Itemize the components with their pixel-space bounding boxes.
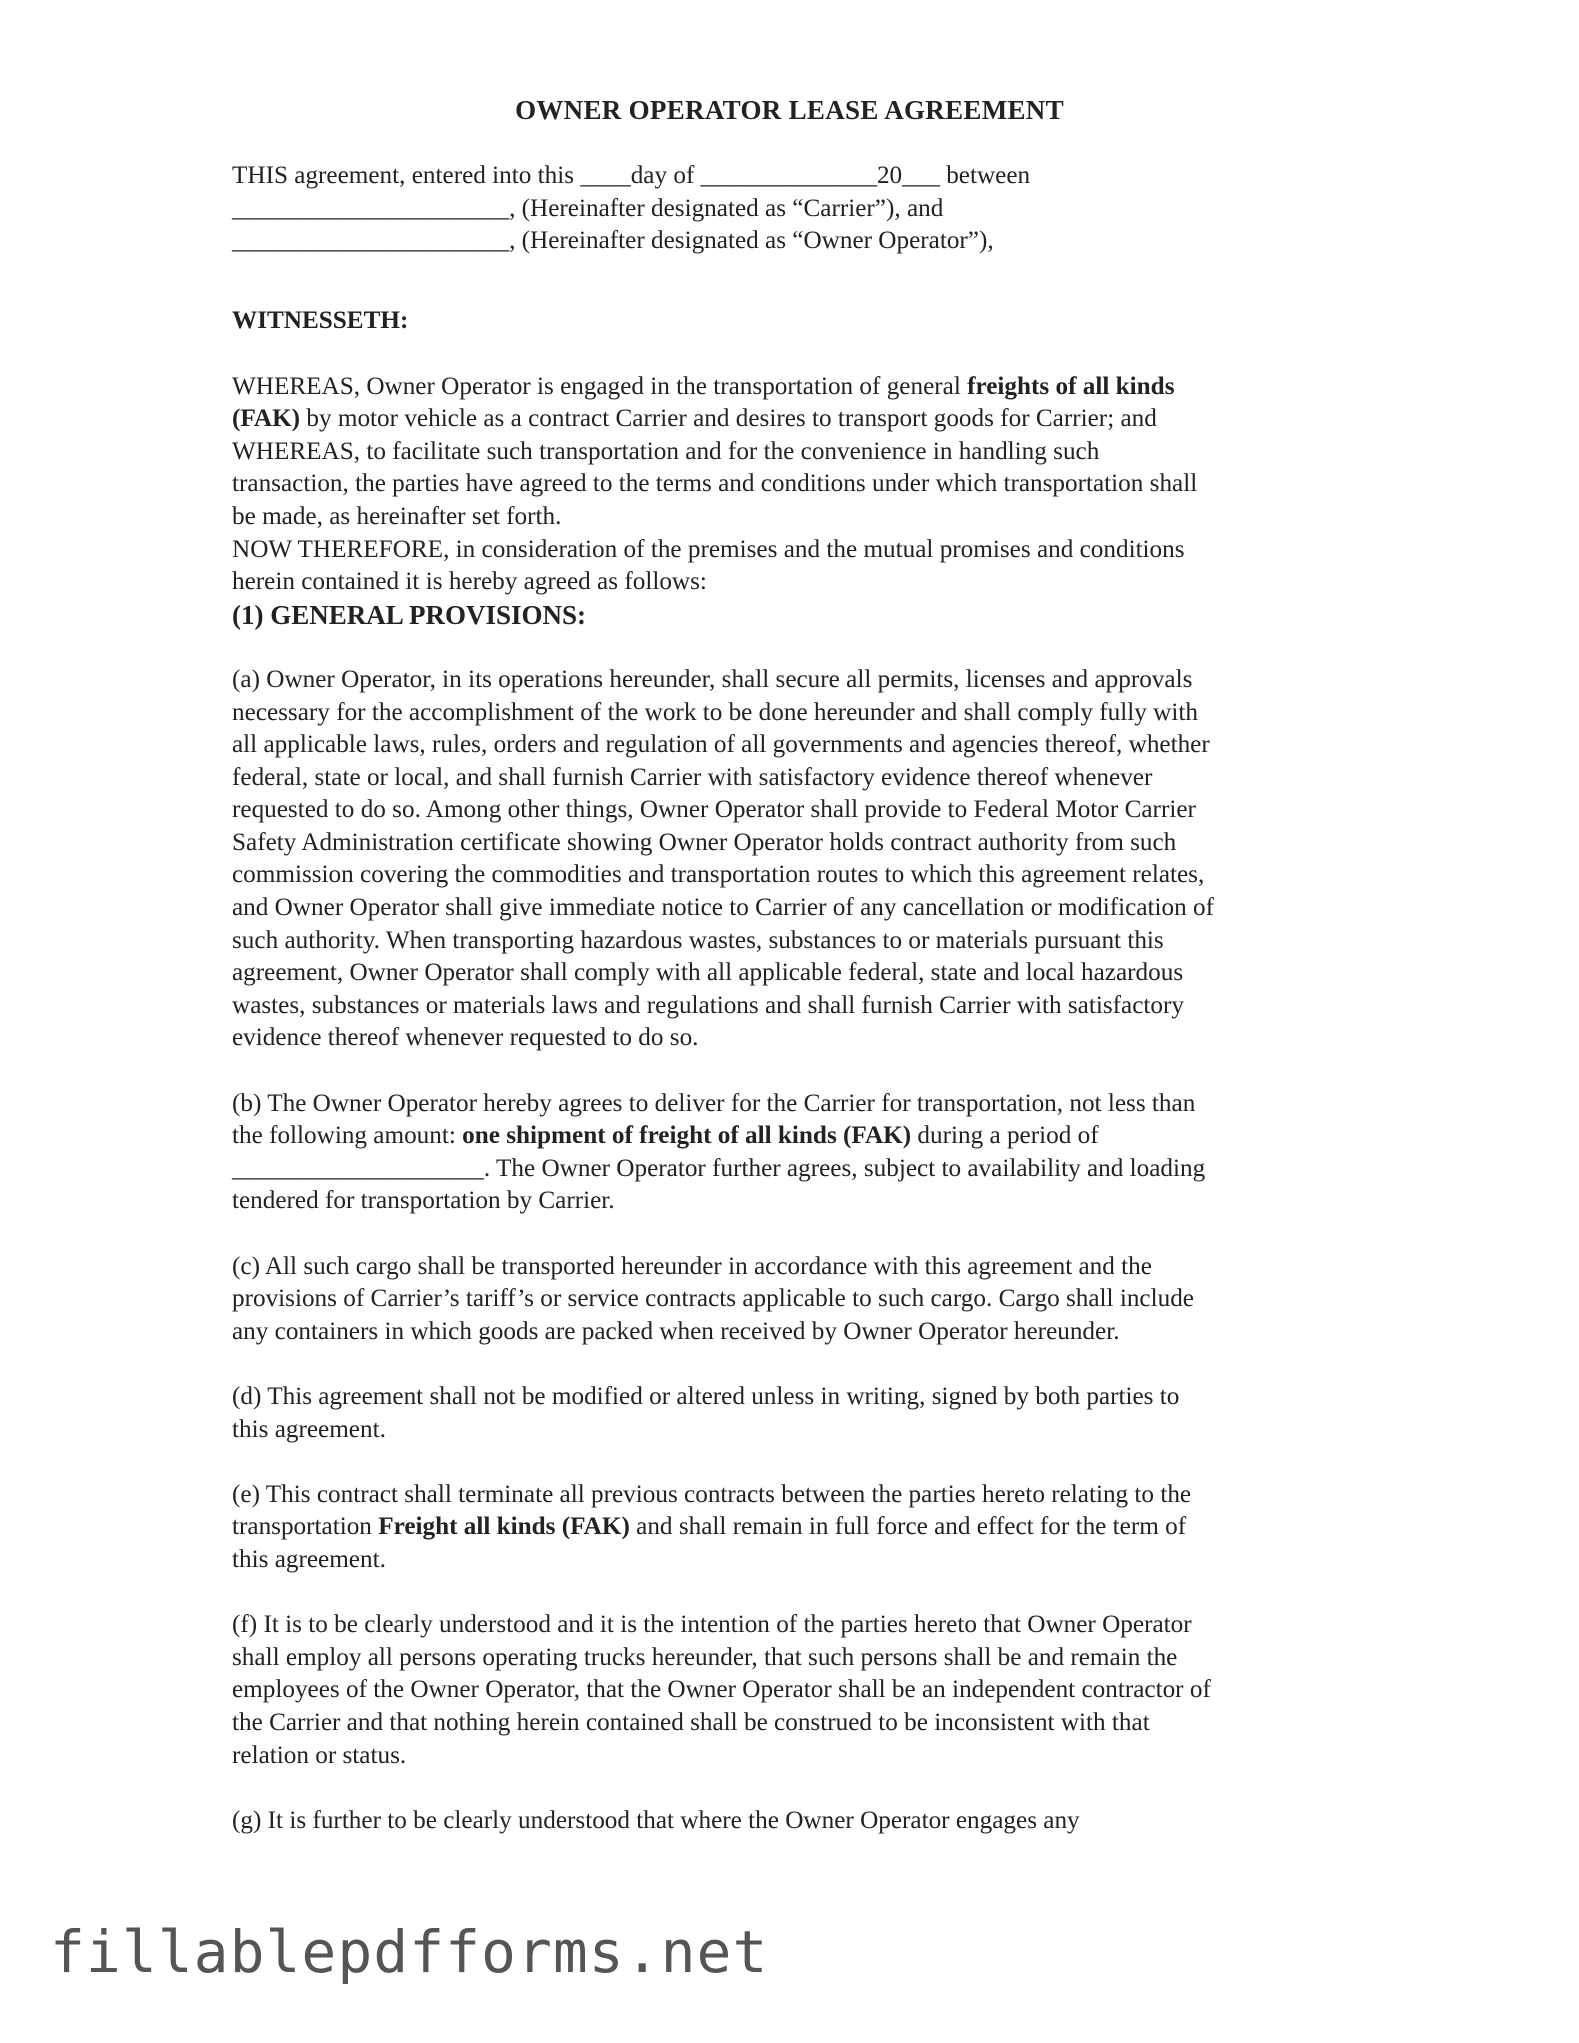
document-body [232,160,1347,1837]
whereas-paragraph [232,371,1347,599]
paragraph-line: agreement, Owner Operator shall comply with all applicable federal, state and local hazardous [232,959,1184,987]
paragraph-e [232,1479,1347,1577]
paragraph-line: such authority. When transporting hazardous wastes, substances to or materials pursuant this [232,926,1164,954]
paragraph-line: necessary for the accomplishment of the work to be done hereunder and shall comply fully with [232,698,1198,726]
paragraph-line: (b) The Owner Operator hereby agrees to deliver for the Carrier for transportation, not less than [232,1089,1196,1117]
paragraph-line: (e) This contract shall terminate all previous contracts between the parties hereto relating to the [232,1480,1192,1508]
whereas-line: WHEREAS, to facilitate such transportation and for the convenience in handling such [232,437,1100,465]
whereas-line: (FAK) by motor vehicle as a contract Carrier and desires to transport goods for Carrier; and [232,405,1157,433]
paragraph-line: wastes, substances or materials laws and regulations and shall furnish Carrier with satisfactory [232,991,1184,1019]
whereas-line: NOW THEREFORE, in consideration of the premises and the mutual promises and conditions [232,535,1185,563]
paragraph-line: this agreement. [232,1415,386,1443]
whereas-line: WHEREAS, Owner Operator is engaged in the transportation of general freights of all kinds [232,372,1175,400]
whereas-line: transaction, the parties have agreed to the terms and conditions under which transportation shall [232,470,1198,498]
section-heading-general-provisions: (1) GENERAL PROVISIONS: [232,599,587,630]
paragraph-d [232,1381,1347,1446]
paragraph-line: shall employ all persons operating trucks hereunder, that such persons shall be and remain the [232,1643,1178,1671]
paragraph-line: the following amount: one shipment of freight of all kinds (FAK) during a period of [232,1122,1099,1150]
paragraph-line: (c) All such cargo shall be transported hereunder in accordance with this agreement and the [232,1252,1152,1280]
intro-paragraph [232,160,1347,258]
paragraph-g [232,1805,1347,1838]
paragraph-line: Safety Administration certificate showing Owner Operator holds contract authority from such [232,828,1177,856]
whereas-line: be made, as hereinafter set forth. [232,502,562,530]
intro-line: ______________________, (Hereinafter designated as “Owner Operator”), [232,227,994,255]
paragraph-line: and Owner Operator shall give immediate notice to Carrier of any cancellation or modification of [232,894,1214,922]
document-title: OWNER OPERATOR LEASE AGREEMENT [515,95,1064,125]
paragraph-b [232,1088,1347,1218]
paragraph-line: transportation Freight all kinds (FAK) and shall remain in full force and effect for the term of [232,1513,1187,1541]
paragraph-line: this agreement. [232,1545,386,1573]
paragraph-line: all applicable laws, rules, orders and regulation of all governments and agencies thereof, whether [232,731,1210,759]
paragraph-line: (f) It is to be clearly understood and it is the intention of the parties hereto that Owner Operator [232,1611,1192,1639]
paragraph-line: (d) This agreement shall not be modified or altered unless in writing, signed by both parties to [232,1382,1180,1410]
paragraph-line: the Carrier and that nothing herein contained shall be construed to be inconsistent with that [232,1708,1150,1736]
intro-line: THIS agreement, entered into this ____day of ______________20___ between [232,162,1031,189]
paragraph-line: employees of the Owner Operator, that the Owner Operator shall be an independent contractor of [232,1676,1211,1704]
paragraph-line: commission covering the commodities and transportation routes to which this agreement relates, [232,861,1205,889]
paragraph-line: federal, state or local, and shall furnish Carrier with satisfactory evidence thereof whenever [232,763,1153,791]
paragraph-line: provisions of Carrier’s tariff’s or service contracts applicable to such cargo. Cargo shall include [232,1285,1194,1313]
paragraph-line: (a) Owner Operator, in its operations hereunder, shall secure all permits, licenses and approvals [232,665,1193,693]
watermark-text: fillablepdfforms.net [50,1918,769,1986]
paragraph-line: requested to do so. Among other things, Owner Operator shall provide to Federal Motor Carrier [232,796,1196,824]
paragraph-line: relation or status. [232,1741,407,1769]
paragraph-c [232,1251,1347,1349]
whereas-line: herein contained it is hereby agreed as follows: [232,568,707,596]
paragraph-line: any containers in which goods are packed when received by Owner Operator hereunder. [232,1317,1120,1345]
paragraph-line: evidence thereof whenever requested to do so. [232,1024,699,1052]
paragraph-a [232,664,1347,1055]
paragraph-line: (g) It is further to be clearly understood that where the Owner Operator engages any [232,1806,1080,1834]
paragraph-line: ____________________. The Owner Operator further agrees, subject to availability and loading [232,1154,1206,1182]
intro-line: ______________________, (Hereinafter designated as “Carrier”), and [232,194,944,222]
witnesseth-heading: WITNESSETH: [232,307,409,335]
paragraph-line: tendered for transportation by Carrier. [232,1187,615,1215]
paragraph-f [232,1609,1347,1772]
